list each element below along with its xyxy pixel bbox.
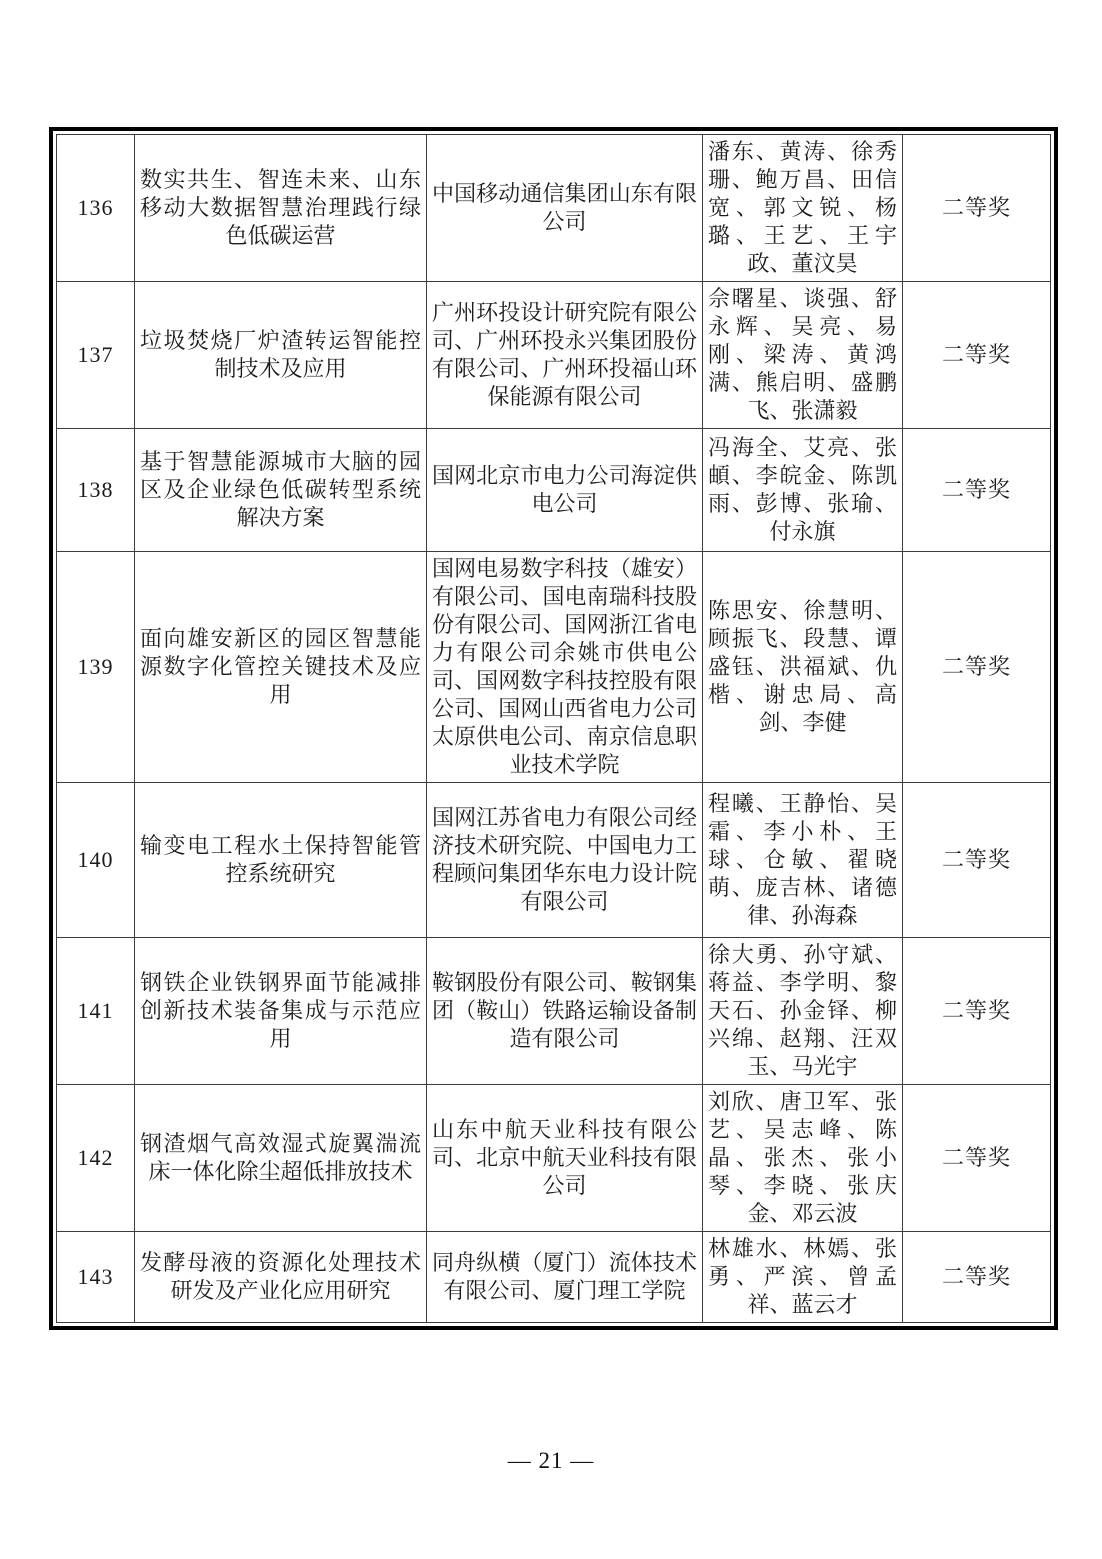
organization-cell: 国网江苏省电力有限公司经济技术研究院、中国电力工程顾问集团华东电力设计院有限公司 [427,783,703,938]
organization-cell: 国网北京市电力公司海淀供电公司 [427,429,703,552]
award-level-cell: 二等奖 [903,429,1051,552]
project-title-cell: 输变电工程水土保持智能管控系统研究 [135,783,427,938]
award-level-cell: 二等奖 [903,1232,1051,1323]
project-title-cell: 钢铁企业铁钢界面节能减排创新技术装备集成与示范应用 [135,938,427,1085]
table-row [57,938,1051,1085]
table-row [57,1085,1051,1232]
table-row [57,429,1051,552]
row-number-cell: 142 [57,1085,135,1232]
award-level-cell: 二等奖 [903,1085,1051,1232]
award-level-cell: 二等奖 [903,783,1051,938]
row-number-cell: 138 [57,429,135,552]
organization-cell: 中国移动通信集团山东有限公司 [427,135,703,282]
project-title-cell: 垃圾焚烧厂炉渣转运智能控制技术及应用 [135,282,427,429]
project-title-cell: 发酵母液的资源化处理技术研发及产业化应用研究 [135,1232,427,1323]
award-level-cell: 二等奖 [903,938,1051,1085]
page-number: — 21 — [507,1448,595,1473]
team-members-cell: 程曦、王静怡、吴霜、李小朴、王球、仓敏、翟晓萌、庞吉林、诸德律、孙海森 [703,783,903,938]
project-title-cell: 基于智慧能源城市大脑的园区及企业绿色低碳转型系统解决方案 [135,429,427,552]
organization-cell: 国网电易数字科技（雄安）有限公司、国电南瑞科技股份有限公司、国网浙江省电力有限公司余姚市供电公司、国网数字科技控股有限公司、国网山西省电力公司太原供电公司、南京信息职业技术学院 [427,552,703,783]
organization-cell: 山东中航天业科技有限公司、北京中航天业科技有限公司 [427,1085,703,1232]
organization-cell: 鞍钢股份有限公司、鞍钢集团（鞍山）铁路运输设备制造有限公司 [427,938,703,1085]
award-level-cell: 二等奖 [903,282,1051,429]
row-number-cell: 143 [57,1232,135,1323]
row-number-cell: 141 [57,938,135,1085]
row-number-cell: 136 [57,135,135,282]
award-level-cell: 二等奖 [903,135,1051,282]
awards-table-frame [49,127,1058,1330]
row-number-cell: 137 [57,282,135,429]
team-members-cell: 刘欣、唐卫军、张艺、吴志峰、陈晶、张杰、张小琴、李晓、张庆金、邓云波 [703,1085,903,1232]
organization-cell: 同舟纵横（厦门）流体技术有限公司、厦门理工学院 [427,1232,703,1323]
team-members-cell: 陈思安、徐慧明、顾振飞、段慧、谭盛钰、洪福斌、仇楷、谢忠局、高剑、李健 [703,552,903,783]
project-title-cell: 面向雄安新区的园区智慧能源数字化管控关键技术及应用 [135,552,427,783]
project-title-cell: 数实共生、智连未来、山东移动大数据智慧治理践行绿色低碳运营 [135,135,427,282]
table-row [57,1232,1051,1323]
table-row [57,135,1051,282]
table-row [57,552,1051,783]
table-row [57,783,1051,938]
project-title-cell: 钢渣烟气高效湿式旋翼湍流床一体化除尘超低排放技术 [135,1085,427,1232]
row-number-cell: 139 [57,552,135,783]
team-members-cell: 潘东、黄涛、徐秀珊、鲍万昌、田信宽、郭文锐、杨璐、王艺、王宇政、董汶昊 [703,135,903,282]
awards-table [56,134,1051,1323]
team-members-cell: 林雄水、林嫣、张勇、严滨、曾孟祥、蓝云才 [703,1232,903,1323]
row-number-cell: 140 [57,783,135,938]
organization-cell: 广州环投设计研究院有限公司、广州环投永兴集团股份有限公司、广州环投福山环保能源有限公司 [427,282,703,429]
team-members-cell: 佘曙星、谈强、舒永辉、吴亮、易刚、梁涛、黄鸿满、熊启明、盛鹏飞、张潇毅 [703,282,903,429]
table-row [57,282,1051,429]
team-members-cell: 徐大勇、孙守斌、蒋益、李学明、黎天石、孙金铎、柳兴绵、赵翔、汪双玉、马光宇 [703,938,903,1085]
team-members-cell: 冯海全、艾亮、张頔、李皖金、陈凯雨、彭博、张瑜、付永旗 [703,429,903,552]
award-level-cell: 二等奖 [903,552,1051,783]
